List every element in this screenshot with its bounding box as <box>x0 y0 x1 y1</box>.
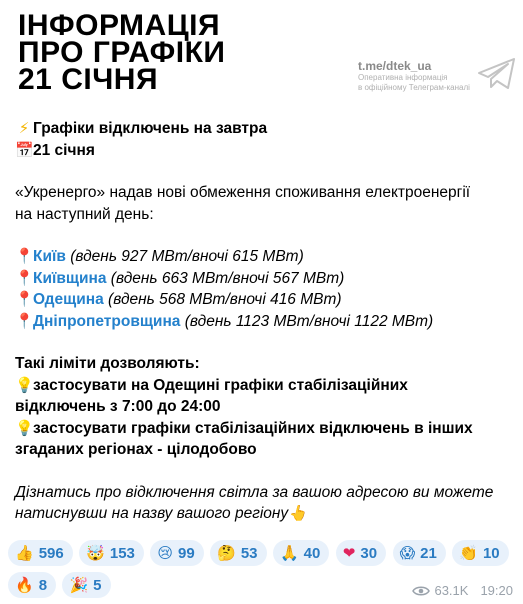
region-link-kyiv[interactable]: Київ <box>33 248 66 265</box>
region-limits-odeshchyna: (вдень 568 МВт/вночі 416 МВт) <box>108 291 342 308</box>
intro-line-2: на наступний день: <box>15 205 154 223</box>
allow-item-1-line-1 <box>15 375 515 397</box>
pointing-up-icon: 👆 <box>288 505 307 522</box>
reaction-fire[interactable] <box>8 572 56 598</box>
region-link-kyivshchyna[interactable]: Київщина <box>33 269 107 287</box>
fire-icon: 🔥 <box>15 577 34 594</box>
post-image-banner[interactable] <box>0 0 523 110</box>
folded-hands-icon: 🙏 <box>279 545 299 562</box>
view-count: 63.1K <box>434 583 469 598</box>
reaction-count: 10 <box>482 544 500 562</box>
date-text: 21 січня <box>33 141 95 159</box>
reaction-thinking[interactable] <box>210 540 266 566</box>
calendar-icon: 📅 <box>15 141 34 159</box>
message-meta <box>412 583 513 598</box>
allow-item-1-text-a: застосувати на Одещині графіки стабілізаційних <box>33 376 408 394</box>
region-link-dnipropetrovshchyna[interactable]: Дніпропетровщина <box>33 312 181 330</box>
reaction-count: 30 <box>360 544 378 562</box>
lightbulb-icon: 💡 <box>15 376 34 394</box>
message-time: 19:20 <box>480 583 513 598</box>
reaction-count: 21 <box>420 544 437 562</box>
headline-line <box>15 118 515 140</box>
pin-icon: 📍 <box>15 269 34 287</box>
reaction-count: 99 <box>177 544 195 562</box>
reaction-pray[interactable] <box>273 540 329 566</box>
region-item-odeshchyna <box>15 289 515 311</box>
region-limits-dnipropetrovshchyna: (вдень 1123 МВт/вночі 1122 МВт) <box>184 312 434 330</box>
lightning-icon: ⚡ <box>18 120 30 137</box>
region-limits-kyivshchyna: (вдень 663 МВт/вночі 567 МВт) <box>110 269 345 287</box>
clapping-hands-icon: 👏 <box>459 545 478 562</box>
footer-text-b: натиснувши на назву вашого регіону <box>15 505 289 522</box>
reaction-count: 53 <box>240 544 258 562</box>
region-item-kyiv <box>15 246 515 268</box>
date-line <box>15 140 515 162</box>
reaction-scream[interactable] <box>393 540 446 566</box>
thinking-face-icon: 🤔 <box>217 545 236 562</box>
reaction-count: 596 <box>38 544 64 562</box>
region-item-kyivshchyna <box>15 268 515 290</box>
banner-source-desc-2: в офіційному Телеграм-каналі <box>358 83 470 92</box>
region-limits-kyiv: (вдень 927 МВт/вночі 615 МВт) <box>70 248 304 265</box>
headline-text: Графіки відключень на завтра <box>33 120 268 137</box>
reaction-crying[interactable] <box>150 540 203 566</box>
allow-item-2-line-1 <box>15 418 515 440</box>
region-item-dnipropetrovshchyna <box>15 311 515 333</box>
banner-title: ІНФОРМАЦІЯ ПРО ГРАФІКИ 21 СІЧНЯ <box>18 9 226 96</box>
pin-icon: 📍 <box>15 291 34 308</box>
banner-source <box>358 59 488 93</box>
reaction-mind-blown[interactable] <box>79 540 144 566</box>
reaction-thumbs-up[interactable] <box>8 540 73 566</box>
exploding-head-icon: 🤯 <box>86 545 105 562</box>
allow-item-1-text-b: відключень з 7:00 до 24:00 <box>15 398 221 415</box>
party-popper-icon: 🎉 <box>69 577 89 594</box>
allow-item-2-text-b: згаданих регіонах - цілодобово <box>15 441 257 458</box>
reaction-count: 8 <box>38 576 48 594</box>
reaction-party[interactable] <box>62 572 110 598</box>
banner-source-desc-1: Оперативна інформація <box>358 73 448 82</box>
pin-icon: 📍 <box>15 312 34 330</box>
heart-icon: ❤ <box>342 545 356 562</box>
banner-source-handle: t.me/dtek_ua <box>358 59 432 73</box>
region-link-odeshchyna[interactable]: Одещина <box>33 291 104 308</box>
reaction-count: 40 <box>303 544 321 562</box>
reaction-count: 153 <box>109 544 135 562</box>
footer-line-1: Дізнатись про відключення світла за вашою адресою ви можете <box>15 483 494 501</box>
intro-line-1: «Укренерго» надав нові обмеження споживання електроенергії <box>15 184 471 201</box>
thumbs-up-icon: 👍 <box>15 545 34 562</box>
footer-line-2 <box>15 503 515 525</box>
allows-title: Такі ліміти дозволяють: <box>15 355 200 372</box>
lightbulb-icon: 💡 <box>15 419 34 437</box>
screaming-face-icon: 😱 <box>399 545 416 562</box>
allow-item-2-text-a: застосувати графіки стабілізаційних відключень в інших <box>33 419 473 437</box>
eye-icon <box>412 585 430 597</box>
telegram-plane-icon <box>477 57 517 91</box>
reaction-heart[interactable] <box>336 540 386 566</box>
reaction-count: 5 <box>93 576 102 594</box>
reaction-clap[interactable] <box>452 540 508 566</box>
pin-icon: 📍 <box>15 248 34 265</box>
message-text <box>15 118 515 525</box>
crying-face-icon: 😢 <box>157 545 173 562</box>
